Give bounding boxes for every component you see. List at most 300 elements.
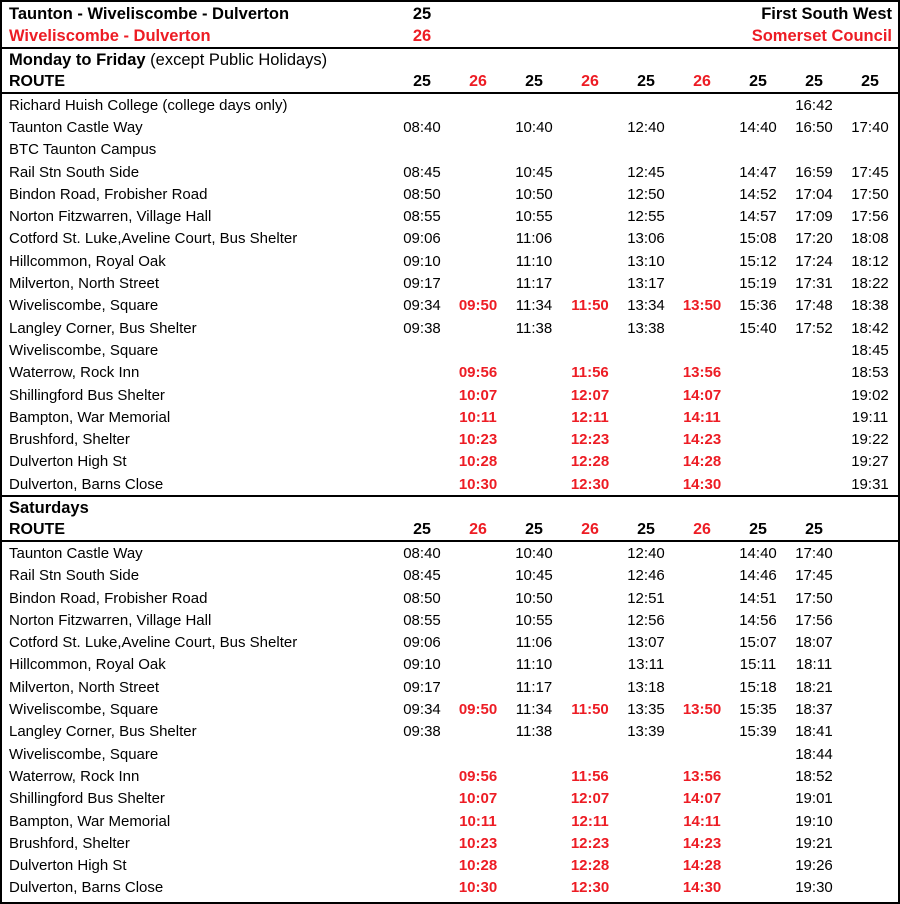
time-cell	[394, 877, 450, 899]
time-cell: 14:47	[739, 163, 777, 181]
route-number-header: 26	[450, 519, 506, 541]
time-cell	[842, 587, 898, 609]
stop-name: Brushford, Shelter	[9, 834, 130, 852]
saturday-title-main: Saturdays	[9, 499, 89, 518]
time-cell: 13:56	[682, 767, 722, 785]
stop-name: Cotford St. Luke,Aveline Court, Bus Shelter	[9, 634, 298, 652]
time-cell: 14:11	[683, 812, 721, 830]
time-cell	[618, 877, 674, 899]
time-cell: 17:04	[795, 185, 833, 203]
time-cell	[618, 743, 674, 765]
time-cell: 17:31	[795, 275, 833, 293]
time-cell	[786, 473, 842, 495]
time-cell	[674, 139, 730, 161]
stop-name: Taunton Castle Way	[9, 544, 143, 562]
route-number-header: 25	[394, 519, 450, 541]
time-cell	[618, 93, 674, 116]
stop-name: Wiveliscombe, Square	[9, 745, 159, 763]
time-cell	[674, 676, 730, 698]
route-25-header-row	[2, 3, 898, 25]
time-cell: 18:52	[795, 767, 833, 785]
time-cell	[506, 855, 562, 877]
time-cell	[674, 205, 730, 227]
time-cell: 15:18	[739, 678, 777, 696]
time-cell: 15:07	[739, 634, 777, 652]
time-cell: 10:30	[458, 879, 498, 897]
time-cell: 14:11	[683, 408, 721, 426]
time-cell	[842, 877, 898, 899]
route-number-header: 26	[450, 71, 506, 93]
route-number-header: 25	[506, 519, 562, 541]
stop-name: Dulverton, Barns Close	[9, 879, 164, 897]
timetable-row	[2, 406, 898, 428]
time-cell: 14:46	[739, 567, 777, 585]
time-cell: 10:45	[515, 163, 553, 181]
time-cell: 18:22	[851, 275, 889, 293]
time-cell	[842, 743, 898, 765]
time-cell: 12:56	[627, 611, 665, 629]
time-cell: 11:50	[571, 297, 609, 315]
route-number-header: 25	[786, 519, 842, 541]
time-cell: 18:37	[795, 701, 833, 719]
time-cell: 10:55	[515, 611, 553, 629]
timetable-row	[2, 743, 898, 765]
time-cell: 14:30	[682, 475, 722, 493]
time-cell: 11:56	[571, 767, 609, 785]
time-cell	[562, 250, 618, 272]
saturday-section	[2, 497, 898, 899]
time-cell: 17:52	[795, 319, 833, 337]
time-cell: 09:34	[403, 701, 441, 719]
time-cell: 11:17	[515, 678, 553, 696]
time-cell	[450, 116, 506, 138]
time-cell	[450, 541, 506, 564]
time-cell: 09:38	[403, 319, 441, 337]
time-cell: 13:35	[627, 701, 665, 719]
time-cell: 10:11	[459, 812, 497, 830]
time-cell	[450, 565, 506, 587]
time-cell	[450, 93, 506, 116]
time-cell	[394, 406, 450, 428]
time-cell	[618, 855, 674, 877]
time-cell: 10:28	[458, 453, 498, 471]
time-cell: 16:42	[795, 96, 833, 114]
time-cell	[394, 362, 450, 384]
time-cell	[842, 676, 898, 698]
time-cell: 13:17	[627, 275, 665, 293]
time-cell	[450, 228, 506, 250]
time-cell: 15:19	[739, 275, 777, 293]
time-cell: 13:11	[627, 656, 665, 674]
time-cell: 18:45	[851, 341, 889, 359]
timetable-row	[2, 205, 898, 227]
time-cell: 11:50	[571, 701, 609, 719]
time-cell: 09:06	[403, 634, 441, 652]
time-cell	[618, 765, 674, 787]
time-cell	[842, 855, 898, 877]
stop-name: Richard Huish College (college days only)	[9, 96, 288, 114]
time-cell: 13:34	[627, 297, 665, 315]
time-cell: 14:23	[682, 431, 722, 449]
time-cell: 12:46	[627, 567, 665, 585]
time-cell: 12:28	[570, 857, 610, 875]
time-cell	[562, 609, 618, 631]
time-cell: 13:07	[627, 634, 665, 652]
time-cell	[562, 93, 618, 116]
time-cell	[730, 765, 786, 787]
time-cell: 17:56	[795, 611, 833, 629]
time-cell	[506, 139, 562, 161]
timetable-row	[2, 295, 898, 317]
time-cell	[842, 721, 898, 743]
timetable-row	[2, 228, 898, 250]
time-cell	[674, 116, 730, 138]
time-cell: 08:45	[403, 163, 441, 181]
time-cell	[618, 384, 674, 406]
time-cell	[506, 877, 562, 899]
time-cell: 13:50	[682, 297, 722, 315]
timetable-row	[2, 810, 898, 832]
stop-name: Milverton, North Street	[9, 275, 160, 293]
time-cell	[618, 788, 674, 810]
time-cell	[450, 609, 506, 631]
time-cell	[674, 721, 730, 743]
time-cell	[562, 272, 618, 294]
time-cell	[618, 406, 674, 428]
time-cell: 08:50	[403, 589, 441, 607]
stop-name: Rail Stn South Side	[9, 163, 140, 181]
time-cell: 15:40	[739, 319, 777, 337]
timetable-row	[2, 250, 898, 272]
time-cell	[730, 810, 786, 832]
time-cell: 08:50	[403, 185, 441, 203]
route-number-header: 25	[730, 519, 786, 541]
time-cell: 11:56	[571, 364, 609, 382]
time-cell: 18:53	[851, 364, 889, 382]
route-26-name: Wiveliscombe - Dulverton	[9, 26, 211, 45]
time-cell	[506, 428, 562, 450]
time-cell: 17:40	[851, 118, 889, 136]
time-cell	[562, 721, 618, 743]
route-25-number: 25	[412, 4, 432, 23]
timetable-row	[2, 428, 898, 450]
time-cell: 10:11	[459, 408, 497, 426]
time-cell	[618, 139, 674, 161]
time-cell	[450, 587, 506, 609]
time-cell	[450, 721, 506, 743]
timetable-row	[2, 587, 898, 609]
time-cell	[506, 362, 562, 384]
time-cell: 12:30	[570, 475, 610, 493]
time-cell	[730, 451, 786, 473]
time-cell: 14:23	[682, 834, 722, 852]
time-cell	[674, 743, 730, 765]
time-cell	[450, 632, 506, 654]
timetable-row	[2, 632, 898, 654]
time-cell	[506, 339, 562, 361]
time-cell	[394, 384, 450, 406]
time-cell	[506, 451, 562, 473]
stop-name: Bindon Road, Frobisher Road	[9, 589, 208, 607]
time-cell: 13:39	[627, 723, 665, 741]
time-cell	[730, 877, 786, 899]
time-cell	[450, 317, 506, 339]
time-cell	[786, 451, 842, 473]
time-cell: 12:07	[570, 386, 610, 404]
time-cell	[842, 810, 898, 832]
time-cell: 11:10	[515, 252, 553, 270]
time-cell: 14:57	[739, 208, 777, 226]
timetable-row	[2, 116, 898, 138]
timetable-row	[2, 765, 898, 787]
time-cell	[450, 272, 506, 294]
time-cell	[842, 788, 898, 810]
stop-name: Norton Fitzwarren, Village Hall	[9, 611, 212, 629]
time-cell	[562, 317, 618, 339]
timetable-row	[2, 676, 898, 698]
time-cell	[842, 565, 898, 587]
timetable-row	[2, 855, 898, 877]
time-cell: 19:30	[795, 879, 833, 897]
timetable-row	[2, 317, 898, 339]
time-cell	[450, 161, 506, 183]
time-cell: 08:55	[403, 611, 441, 629]
stop-name: Shillingford Bus Shelter	[9, 790, 165, 808]
time-cell: 12:40	[627, 544, 665, 562]
timetable-row	[2, 384, 898, 406]
stop-name: Shillingford Bus Shelter	[9, 386, 165, 404]
time-cell: 11:10	[515, 656, 553, 674]
time-cell: 18:12	[851, 252, 889, 270]
time-cell	[730, 832, 786, 854]
time-cell: 09:50	[458, 701, 498, 719]
stop-name: Brushford, Shelter	[9, 431, 130, 449]
stop-name: Langley Corner, Bus Shelter	[9, 319, 197, 337]
time-cell	[618, 451, 674, 473]
time-cell: 12:23	[570, 431, 610, 449]
time-cell	[394, 832, 450, 854]
time-cell	[562, 654, 618, 676]
time-cell	[674, 272, 730, 294]
time-cell	[618, 810, 674, 832]
time-cell: 13:10	[627, 252, 665, 270]
route-26-header-row	[2, 25, 898, 47]
time-cell	[562, 676, 618, 698]
stop-name: Milverton, North Street	[9, 678, 160, 696]
time-cell	[450, 205, 506, 227]
time-cell: 19:31	[851, 475, 889, 493]
weekday-section-title	[2, 49, 898, 71]
time-cell: 18:44	[795, 745, 833, 763]
time-cell: 10:07	[458, 790, 498, 808]
time-cell	[730, 855, 786, 877]
time-cell: 11:38	[515, 723, 553, 741]
time-cell: 11:06	[515, 230, 553, 248]
time-cell	[394, 743, 450, 765]
time-cell: 19:02	[851, 386, 889, 404]
time-cell	[506, 743, 562, 765]
time-cell: 09:34	[403, 297, 441, 315]
time-cell	[730, 93, 786, 116]
time-cell	[562, 139, 618, 161]
time-cell: 18:21	[795, 678, 833, 696]
time-cell	[394, 765, 450, 787]
time-cell	[450, 676, 506, 698]
route-number-header: 26	[562, 71, 618, 93]
timetable-row	[2, 654, 898, 676]
time-cell: 08:40	[403, 118, 441, 136]
time-cell: 14:51	[739, 589, 777, 607]
time-cell	[506, 788, 562, 810]
route-number-header: 25	[618, 519, 674, 541]
time-cell	[786, 384, 842, 406]
time-cell	[394, 855, 450, 877]
timetable-row	[2, 473, 898, 495]
time-cell: 10:23	[458, 834, 498, 852]
time-cell: 09:38	[403, 723, 441, 741]
time-cell	[674, 183, 730, 205]
time-cell	[842, 698, 898, 720]
time-cell: 17:45	[851, 163, 889, 181]
time-cell: 09:56	[458, 767, 498, 785]
timetable-row	[2, 832, 898, 854]
time-cell: 12:40	[627, 118, 665, 136]
timetable-row	[2, 272, 898, 294]
time-cell: 12:11	[571, 812, 609, 830]
time-cell: 12:51	[627, 589, 665, 607]
time-cell	[730, 139, 786, 161]
time-cell	[618, 339, 674, 361]
time-cell: 10:40	[515, 544, 553, 562]
time-cell: 19:10	[795, 812, 833, 830]
time-cell	[674, 93, 730, 116]
time-cell: 11:17	[515, 275, 553, 293]
time-cell	[450, 743, 506, 765]
time-cell: 08:55	[403, 208, 441, 226]
stop-name: Norton Fitzwarren, Village Hall	[9, 208, 212, 226]
stop-name: Cotford St. Luke,Aveline Court, Bus Shelter	[9, 230, 298, 248]
time-cell: 18:11	[795, 656, 833, 674]
route-column-label: ROUTE	[2, 71, 394, 93]
time-cell	[562, 228, 618, 250]
timetable-row	[2, 161, 898, 183]
time-cell: 08:40	[403, 544, 441, 562]
time-cell: 09:50	[458, 297, 498, 315]
time-cell: 11:06	[515, 634, 553, 652]
time-cell: 09:17	[403, 678, 441, 696]
route-number-header: 25	[394, 71, 450, 93]
time-cell	[842, 832, 898, 854]
time-cell	[506, 810, 562, 832]
time-cell: 12:28	[570, 453, 610, 471]
time-cell	[562, 116, 618, 138]
time-cell: 10:07	[458, 386, 498, 404]
time-cell	[394, 93, 450, 116]
route-26-number: 26	[412, 26, 432, 45]
time-cell: 13:50	[682, 701, 722, 719]
time-cell	[450, 339, 506, 361]
time-cell	[674, 250, 730, 272]
time-cell: 18:07	[795, 634, 833, 652]
stop-name: BTC Taunton Campus	[9, 141, 157, 159]
route-number-header: 26	[562, 519, 618, 541]
time-cell: 10:23	[458, 431, 498, 449]
timetable-row	[2, 93, 898, 116]
timetable-row	[2, 698, 898, 720]
time-cell: 10:28	[458, 857, 498, 875]
time-cell	[394, 428, 450, 450]
weekday-title-note: (except Public Holidays)	[145, 51, 328, 69]
time-cell	[786, 362, 842, 384]
time-cell: 16:59	[795, 163, 833, 181]
timetable-row	[2, 139, 898, 161]
time-cell	[506, 473, 562, 495]
route-number-header: 26	[674, 71, 730, 93]
time-cell: 12:30	[570, 879, 610, 897]
time-cell	[786, 406, 842, 428]
time-cell	[450, 654, 506, 676]
timetable-row	[2, 541, 898, 564]
time-cell: 09:10	[403, 252, 441, 270]
time-cell	[562, 161, 618, 183]
time-cell	[506, 765, 562, 787]
stop-name: Taunton Castle Way	[9, 118, 143, 136]
time-cell	[562, 541, 618, 564]
time-cell	[394, 810, 450, 832]
weekday-timetable	[2, 71, 898, 495]
route-header-row	[2, 519, 898, 541]
time-cell: 17:09	[795, 208, 833, 226]
time-cell: 16:50	[795, 118, 833, 136]
time-cell	[674, 339, 730, 361]
timetable-row	[2, 362, 898, 384]
timetable-row	[2, 877, 898, 899]
time-cell: 14:28	[682, 453, 722, 471]
time-cell	[674, 317, 730, 339]
time-cell	[674, 632, 730, 654]
time-cell	[674, 565, 730, 587]
time-cell	[730, 473, 786, 495]
timetable-row	[2, 339, 898, 361]
time-cell	[394, 473, 450, 495]
weekday-title-main: Monday to Friday	[9, 51, 146, 69]
stop-name: Wiveliscombe, Square	[9, 341, 159, 359]
time-cell: 10:40	[515, 118, 553, 136]
time-cell	[842, 632, 898, 654]
time-cell: 14:07	[682, 790, 722, 808]
time-cell: 12:50	[627, 185, 665, 203]
timetable-row	[2, 451, 898, 473]
time-cell: 19:27	[851, 453, 889, 471]
time-cell	[506, 406, 562, 428]
time-cell	[730, 743, 786, 765]
time-cell	[786, 139, 842, 161]
time-cell: 17:48	[795, 297, 833, 315]
time-cell: 08:45	[403, 567, 441, 585]
time-cell: 18:08	[851, 230, 889, 248]
time-cell: 18:42	[851, 319, 889, 337]
time-cell	[674, 609, 730, 631]
time-cell	[506, 93, 562, 116]
time-cell	[450, 250, 506, 272]
route-number-header: 25	[506, 71, 562, 93]
stop-name: Bindon Road, Frobisher Road	[9, 185, 208, 203]
time-cell: 14:30	[682, 879, 722, 897]
time-cell	[562, 205, 618, 227]
time-cell: 11:34	[515, 297, 553, 315]
time-cell: 17:20	[795, 230, 833, 248]
timetable-row	[2, 721, 898, 743]
